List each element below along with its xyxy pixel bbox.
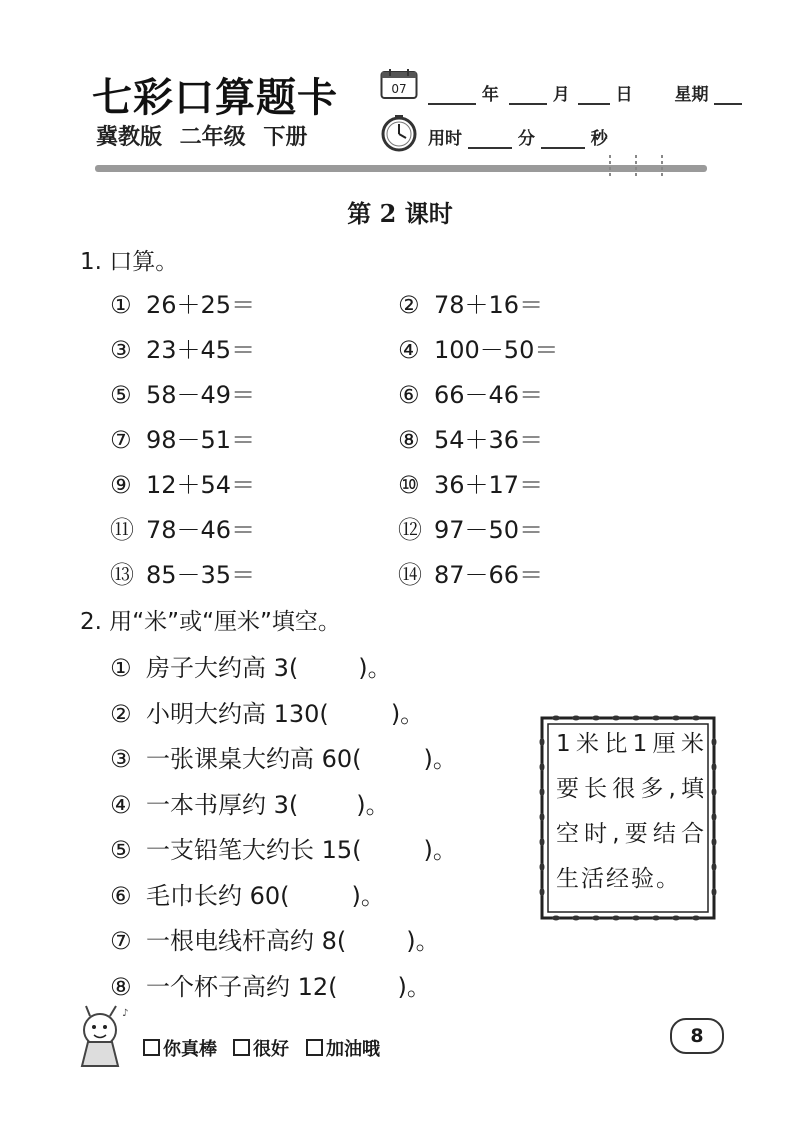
year-label: 年: [481, 85, 499, 105]
calc-expression: 23＋45＝: [146, 336, 256, 364]
calc-item: [110, 420, 255, 455]
item-number: ⑧: [110, 972, 132, 1001]
item-number: ⑫: [398, 516, 422, 544]
calc-expression: 54＋36＝: [434, 426, 544, 454]
calc-item: [398, 285, 543, 320]
calc-item: [110, 285, 255, 320]
item-number: ⑨: [110, 471, 132, 499]
checkbox[interactable]: [306, 1039, 323, 1056]
time-used-label: 用时: [428, 129, 462, 149]
fill-item: [110, 694, 424, 729]
item-number: ④: [398, 336, 420, 364]
fill-prompt: 一本书厚约 3(: [146, 790, 299, 819]
fill-prompt: 房子大约高 3(: [146, 654, 299, 682]
day-blank[interactable]: [578, 87, 610, 105]
calc-expression: 26＋25＝: [146, 291, 256, 319]
rating-label: 很好: [253, 1039, 289, 1060]
calc-expression: 58－49＝: [146, 381, 256, 409]
calc-item: [398, 375, 543, 410]
item-number: ⑦: [110, 426, 132, 454]
second-label: 秒: [590, 129, 608, 149]
calc-item: [398, 420, 543, 455]
lesson-title: 第 2 课时: [347, 199, 453, 228]
brand-title: 七彩口算题卡: [92, 74, 338, 121]
question-2-heading: 2. 用“米”或“厘米”填空。: [80, 609, 341, 635]
fill-item: [110, 739, 457, 774]
calc-expression: 78－46＝: [146, 516, 256, 544]
item-number: ④: [110, 790, 132, 819]
weekday-blank[interactable]: [714, 87, 742, 105]
svg-text:♪: ♪: [122, 1008, 129, 1019]
fill-prompt: 小明大约高 130(: [146, 699, 329, 728]
fill-item: [110, 876, 385, 911]
item-number: ⑤: [110, 836, 132, 864]
item-number: ⑭: [398, 561, 422, 589]
month-label: 月: [552, 85, 570, 105]
rating-label: 加油哦: [326, 1039, 380, 1060]
item-number: ⑤: [110, 381, 132, 409]
question-1-heading: 1. 口算。: [80, 249, 179, 275]
fill-close: )。: [423, 836, 457, 864]
rating-option-great[interactable]: [143, 1035, 217, 1061]
item-number: ①: [110, 291, 132, 319]
calc-expression: 87－66＝: [434, 561, 544, 589]
fill-prompt: 一根电线杆高约 8(: [146, 927, 347, 955]
item-number: ③: [110, 336, 132, 364]
mascot-icon: [70, 1000, 140, 1070]
fill-prompt: 一支铅笔大约长 15(: [146, 836, 362, 864]
calc-expression: 85－35＝: [146, 561, 256, 589]
month-blank[interactable]: [509, 87, 547, 105]
calendar-icon: [380, 68, 418, 100]
calc-expression: 36＋17＝: [434, 471, 544, 499]
day-label: 日: [615, 85, 633, 105]
item-number: ②: [110, 699, 132, 728]
calc-item: [398, 555, 543, 590]
calc-item: [110, 465, 255, 500]
edition-subtitle: 冀教版 二年级 下册: [96, 125, 308, 150]
calc-expression: 98－51＝: [146, 426, 256, 454]
page-number: 8: [670, 1018, 724, 1054]
tip-text: 1米比1厘米要长很多,填空时,要结合生活经验。: [556, 731, 706, 892]
calc-expression: 100－50＝: [434, 336, 559, 364]
calc-item: [398, 510, 543, 545]
fill-close: )。: [423, 745, 457, 773]
fill-item: [110, 830, 457, 865]
rating-option-good[interactable]: [233, 1035, 289, 1061]
item-number: ⑧: [398, 426, 420, 454]
weekday-label: 星期: [674, 85, 709, 105]
fill-close: )。: [406, 927, 440, 955]
fill-close: )。: [358, 654, 392, 682]
rivet-decoration: [633, 155, 639, 177]
calc-expression: 66－46＝: [434, 381, 544, 409]
fill-item: [110, 648, 392, 683]
fill-close: )。: [356, 790, 390, 819]
fill-item: [110, 967, 431, 1002]
time-fill-row: [428, 124, 608, 149]
calc-item: [398, 465, 543, 500]
item-number: ⑪: [110, 516, 134, 544]
minute-label: 分: [517, 129, 535, 149]
item-number: ③: [110, 745, 132, 773]
calc-expression: 12＋54＝: [146, 471, 256, 499]
clock-icon: [380, 114, 418, 152]
checkbox[interactable]: [143, 1039, 160, 1056]
item-number: ⑥: [398, 381, 420, 409]
rivet-decoration: [607, 155, 613, 177]
item-number: ①: [110, 654, 132, 682]
fill-prompt: 一个杯子高约 12(: [146, 972, 338, 1001]
second-blank[interactable]: [541, 131, 585, 149]
calc-expression: 78＋16＝: [434, 291, 544, 319]
fill-prompt: 毛巾长约 60(: [146, 881, 290, 910]
fill-prompt: 一张课桌大约高 60(: [146, 745, 362, 773]
item-number: ⑥: [110, 881, 132, 910]
header-divider: [95, 165, 707, 172]
calc-item: [110, 555, 255, 590]
item-number: ⑬: [110, 561, 134, 589]
date-fill-row: [428, 80, 742, 105]
calc-item: [110, 330, 255, 365]
calendar-day: 07: [391, 82, 407, 96]
rating-option-keep-going[interactable]: [306, 1035, 380, 1061]
item-number: ⑩: [398, 471, 420, 499]
calc-item: [110, 510, 255, 545]
fill-close: )。: [390, 699, 425, 728]
minute-blank[interactable]: [468, 131, 512, 149]
fill-close: )。: [351, 881, 385, 910]
calc-item: [110, 375, 255, 410]
fill-item: [110, 785, 390, 820]
fill-item: [110, 921, 440, 956]
item-number: ②: [398, 291, 420, 319]
fill-close: )。: [397, 972, 431, 1001]
item-number: ⑦: [110, 927, 132, 955]
rivet-decoration: [659, 155, 665, 177]
year-blank[interactable]: [428, 87, 476, 105]
rating-label: 你真棒: [163, 1039, 217, 1060]
checkbox[interactable]: [233, 1039, 250, 1056]
calc-expression: 97－50＝: [434, 516, 544, 544]
calc-item: [398, 330, 558, 365]
